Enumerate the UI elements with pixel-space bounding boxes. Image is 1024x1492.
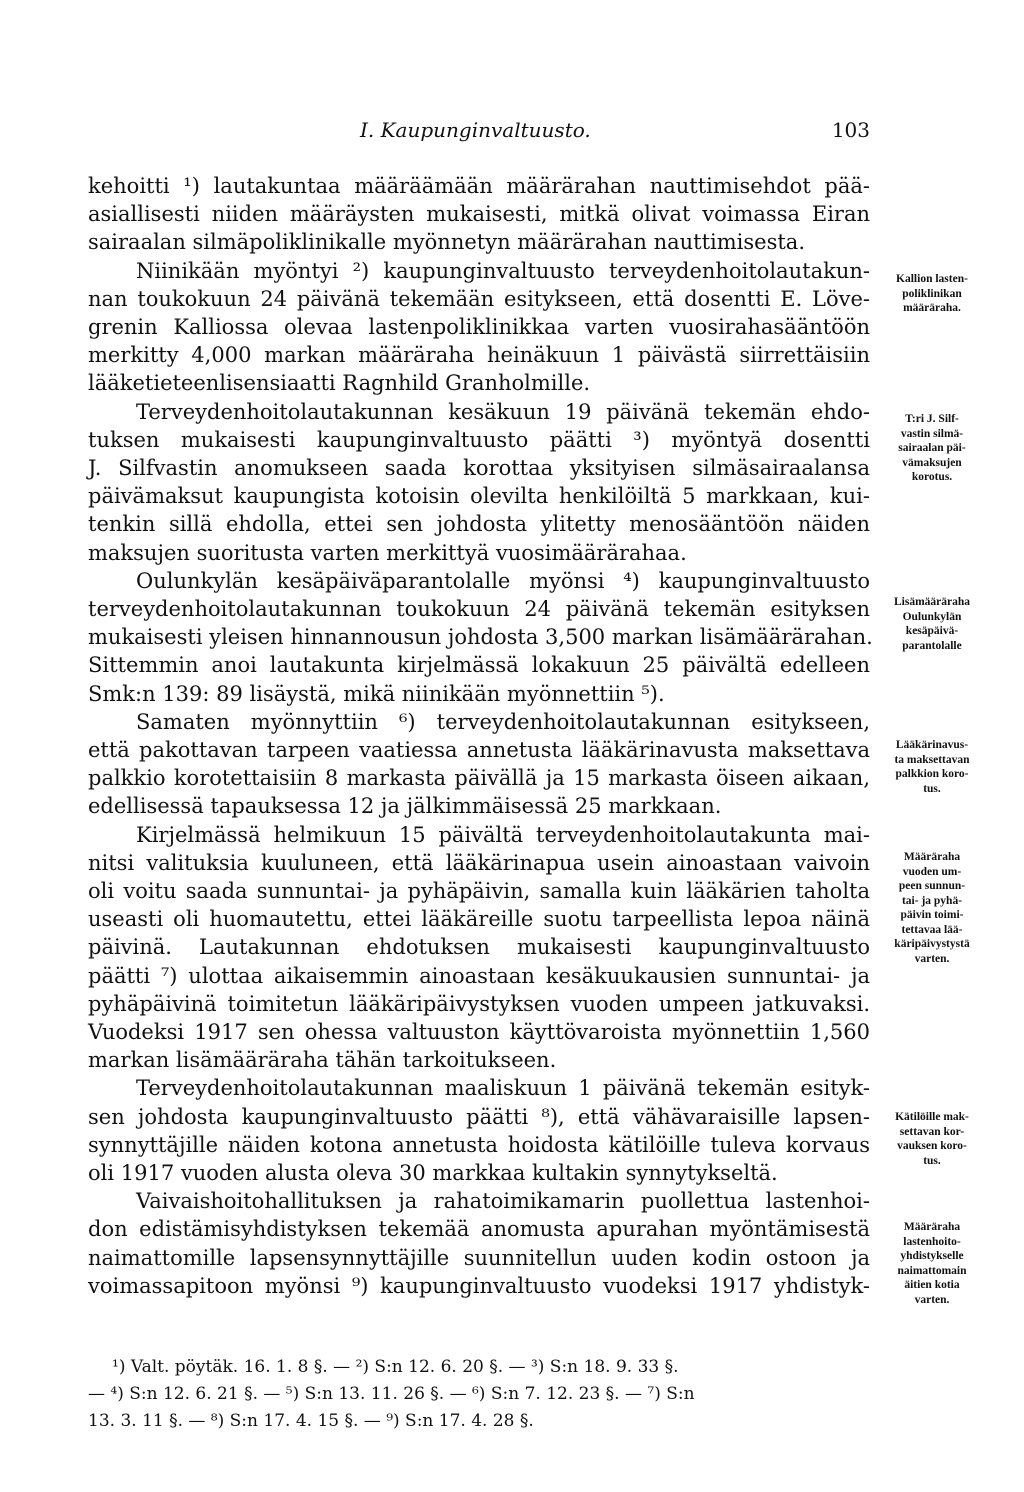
paragraph-2 bbox=[88, 257, 870, 398]
body-line: nan toukokuun 24 päivänä tekemään esitykseen, että dosentti E. Löve- bbox=[88, 286, 870, 311]
margin-note-line: sairaalan päi- bbox=[898, 442, 966, 454]
margin-note bbox=[872, 850, 992, 966]
body-line: Samaten myönnyttiin ⁶) terveydenhoitolautakunnan esitykseen, bbox=[136, 709, 870, 734]
body-line: tenkin sillä ehdolla, ettei sen johdosta ylitetty menosääntöön näiden bbox=[88, 512, 870, 537]
body-line: kehoitti ¹) lautakuntaa määräämään määrärahan nauttimisehdot pää- bbox=[88, 174, 870, 198]
margin-note-line: palkkion koro- bbox=[895, 768, 969, 780]
body-line: don edistämisyhdistyksen tekemää anomusta apurahan myöntämisestä bbox=[88, 1217, 870, 1242]
body-line: Smk:n 139: 89 lisäystä, mikä niinikään myönnettiin ⁵). bbox=[88, 681, 665, 706]
body-line: grenin Kalliossa olevaa lastenpoliklinikkaa varten vuosirahasääntöön bbox=[88, 315, 870, 339]
footnote-line: — ⁴) S:n 12. 6. 21 §. — ⁵) S:n 13. 11. 26 §. — ⁶) S:n 7. 12. 23 §. — ⁷) S:n bbox=[88, 1384, 695, 1404]
paragraph-3 bbox=[88, 398, 870, 567]
margin-note-line: äitien kotia bbox=[904, 1279, 960, 1291]
margin-note-line: Oulunkylän bbox=[902, 610, 962, 623]
margin-note-line: yhdistykselle bbox=[900, 1250, 964, 1262]
margin-note-line: varten. bbox=[914, 952, 950, 965]
body-line: sairaalan silmäpoliklinikalle myönnetyn määrärahan nauttimisesta. bbox=[88, 230, 805, 255]
margin-note-line: vuoden um- bbox=[902, 865, 962, 878]
margin-note-line: Lisämääräraha bbox=[893, 596, 971, 608]
margin-note-line: kesäpäivä- bbox=[905, 625, 959, 637]
margin-note bbox=[872, 1220, 992, 1307]
margin-note-line: settavan kor- bbox=[899, 1125, 965, 1138]
running-header bbox=[360, 118, 870, 142]
body-line: maksujen suoritusta varten merkittyä vuosimäärärahaa. bbox=[88, 540, 687, 565]
body-line: Sittemmin anoi lautakunta kirjelmässä lokakuun 25 päivältä edelleen bbox=[88, 653, 870, 678]
body-line: useasti oli huomautettu, ettei lääkäreille suotu tarpeellista lepoa näinä bbox=[88, 907, 870, 932]
margin-note-line: Kätilöille mak- bbox=[895, 1111, 969, 1123]
body-line: markan lisämääräraha tähän tarkoitukseen. bbox=[88, 1048, 557, 1073]
paragraph-1 bbox=[88, 172, 870, 257]
margin-note-line: Kallion lasten- bbox=[896, 273, 968, 285]
body-line: että pakottavan tarpeen vaatiessa annetusta lääkärinavusta maksettava bbox=[88, 738, 870, 762]
body-line: edellisessä tapauksessa 12 ja jälkimmäisessä 25 markkaan. bbox=[88, 794, 722, 819]
margin-note-line: vämaksujen bbox=[902, 456, 962, 469]
margin-note-line: korotus. bbox=[911, 471, 953, 483]
margin-note-line: tus. bbox=[923, 782, 941, 795]
margin-note-line: varten. bbox=[914, 1293, 950, 1306]
body-line: nitsi valituksia kuuluneen, että lääkärinapua usein ainoastaan vaivoin bbox=[88, 850, 870, 875]
paragraph-5 bbox=[88, 708, 870, 821]
body-line: naimattomille lapsensynnyttäjille suunnitellun uuden kodin ostoon ja bbox=[88, 1245, 870, 1270]
margin-note-line: vauksen koro- bbox=[897, 1140, 967, 1152]
margin-note-line: T:ri J. Silf- bbox=[905, 413, 959, 425]
margin-note-line: vastin silmä- bbox=[900, 427, 964, 440]
body-line: päivämaksut kaupungista kotoisin olevilta henkilöiltä 5 markkaan, kui- bbox=[88, 484, 870, 509]
margin-note bbox=[872, 272, 992, 316]
margin-note-line: naimattomain bbox=[897, 1264, 967, 1277]
margin-note-line: tettavaa lää- bbox=[901, 923, 963, 936]
body-line: Vaivaishoitohallituksen ja rahatoimikamarin puollettua lastenhoi- bbox=[136, 1189, 870, 1214]
chapter-title: I. Kaupunginvaltuusto. bbox=[360, 118, 591, 142]
body-line: sen johdosta kaupunginvaltuusto päätti ⁸), että vähävaraisille lapsen- bbox=[88, 1104, 870, 1129]
margin-note-line: Määräraha bbox=[903, 1221, 961, 1233]
body-line: Kirjelmässä helmikuun 15 päivältä terveydenhoitolautakunta mai- bbox=[136, 822, 870, 847]
paragraph-6 bbox=[88, 821, 870, 1075]
footnote-line: ¹) Valt. pöytäk. 16. 1. 8 §. — ²) S:n 12. 6. 20 §. — ³) S:n 18. 9. 33 §. bbox=[112, 1357, 679, 1377]
body-line: J. Silfvastin anomukseen saada korottaa yksityisen silmäsairaalansa bbox=[88, 456, 870, 480]
body-line: päivinä. Lautakunnan ehdotuksen mukaisesti kaupunginvaltuusto bbox=[88, 935, 870, 960]
margin-note-line: käripäivystystä bbox=[894, 938, 970, 950]
body-line: asiallisesti niiden määräysten mukaisesti, mitkä olivat voimassa Eiran bbox=[88, 202, 870, 227]
margin-note-line: lastenhoito- bbox=[903, 1235, 961, 1248]
body-line: päätti ⁷) ulottaa aikaisemmin ainoastaan kesäkuukausien sunnuntai- ja bbox=[88, 963, 870, 988]
body-line: oli voitu saada sunnuntai- ja pyhäpäivin, samalla kuin lääkärien taholta bbox=[88, 879, 870, 903]
body-line: synnyttäjille näiden kotona annetusta hoidosta kätilöille tuleva korvaus bbox=[88, 1132, 870, 1157]
margin-note-line: Määräraha bbox=[903, 851, 961, 863]
body-line: Terveydenhoitolautakunnan kesäkuun 19 päivänä tekemän ehdo- bbox=[136, 399, 870, 424]
footnotes bbox=[88, 1354, 870, 1435]
paragraph-8 bbox=[88, 1187, 870, 1300]
margin-note bbox=[872, 1110, 992, 1168]
margin-note bbox=[872, 738, 992, 796]
margin-note-line: päivin toimi- bbox=[900, 909, 964, 921]
margin-note-line: peen sunnun- bbox=[898, 880, 966, 892]
margin-note-line: ta maksettavan bbox=[894, 753, 970, 766]
body-line: lääketieteenlisensiaatti Ragnhild Granholmille. bbox=[88, 371, 591, 396]
margin-note-line: parantolalle bbox=[902, 639, 962, 652]
body-line: pyhäpäivinä toimitetun lääkäripäivystyksen vuoden umpeen jatkuvaksi. bbox=[88, 991, 870, 1016]
body-line: oli 1917 vuoden alusta oleva 30 markkaa kultakin synnytykseltä. bbox=[88, 1161, 778, 1185]
body-line: Oulunkylän kesäpäiväparantolalle myönsi ⁴) kaupunginvaltuusto bbox=[136, 568, 870, 593]
margin-note-line: määräraha. bbox=[903, 302, 961, 314]
margin-note-line: Lääkärinavus- bbox=[895, 739, 969, 751]
margin-note-line: poliklinikan bbox=[902, 287, 962, 300]
page-number: 103 bbox=[831, 118, 870, 142]
body-line: mukaisesti yleisen hinnannousun johdosta 3,500 markan lisämäärärahan. bbox=[88, 625, 873, 650]
body-line: Vuodeksi 1917 sen ohessa valtuuston käyttövaroista myönnettiin 1,560 bbox=[88, 1020, 870, 1045]
margin-note-line: tai- ja pyhä- bbox=[901, 894, 963, 907]
margin-note bbox=[872, 412, 992, 485]
body-line: voimassapitoon myönsi ⁹) kaupunginvaltuusto vuodeksi 1917 yhdistyk- bbox=[88, 1273, 870, 1298]
body-line: Niinikään myöntyi ²) kaupunginvaltuusto terveydenhoitolautakun- bbox=[136, 258, 870, 283]
paragraph-4 bbox=[88, 567, 873, 708]
body-line: tuksen mukaisesti kaupunginvaltuusto päätti ³) myöntyä dosentti bbox=[88, 427, 870, 452]
body-line: merkitty 4,000 markan määräraha heinäkuun 1 päivästä siirrettäisiin bbox=[88, 343, 870, 368]
paragraph-7 bbox=[88, 1074, 870, 1187]
footnote-line: 13. 3. 11 §. — ⁸) S:n 17. 4. 15 §. — ⁹) S:n 17. 4. 28 §. bbox=[88, 1411, 534, 1431]
margin-note-line: tus. bbox=[923, 1154, 941, 1167]
margin-note bbox=[872, 595, 992, 653]
body-line: Terveydenhoitolautakunnan maaliskuun 1 päivänä tekemän esityk- bbox=[136, 1076, 870, 1101]
body-line: palkkio korotettaisiin 8 markasta päivällä ja 15 markasta öiseen aikaan, bbox=[88, 766, 870, 791]
body-line: terveydenhoitolautakunnan toukokuun 24 päivänä tekemän esityksen bbox=[88, 597, 870, 621]
